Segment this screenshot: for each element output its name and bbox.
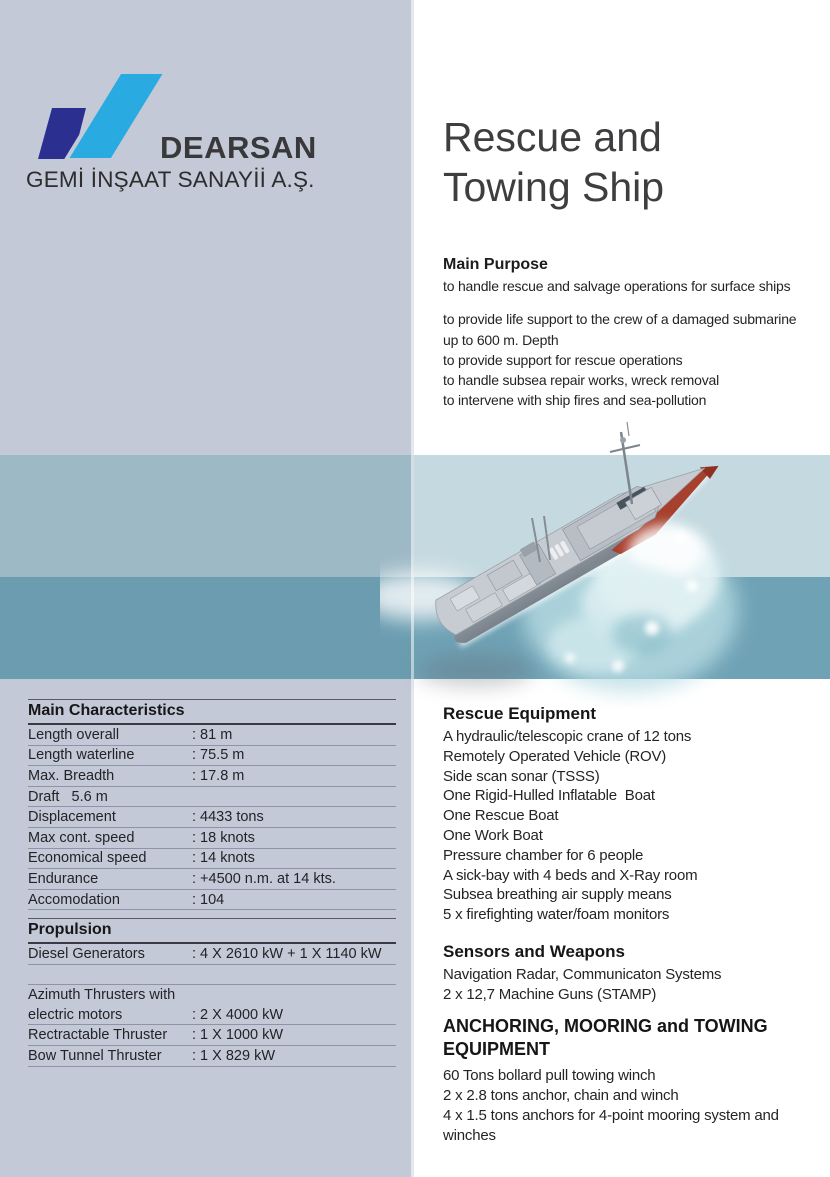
list-item: One Rigid-Hulled Inflatable Boat [443,787,655,805]
anchoring-heading: ANCHORING, MOORING and TOWING EQUIPMENT [443,1016,768,1059]
row-label: Max. Breadth [28,767,115,784]
list-item [443,296,829,309]
list-item: 4 x 1.5 tons anchors for 4-point mooring system and winches [443,1107,779,1144]
list-item: A sick-bay with 4 beds and X-Ray room [443,866,698,884]
row-value: : 75.5 m [192,747,245,764]
main-purpose-heading: Main Purpose [443,256,548,273]
anchoring-section [443,1015,829,1146]
list-item: to intervene with ship fires and sea-pollution [443,392,707,409]
list-item: Subsea breathing air supply means [443,886,672,904]
list-item: Remotely Operated Vehicle (ROV) [443,747,667,765]
row-label: Accomodation [28,891,120,908]
sea-band-dark-left [0,577,414,679]
table-row [28,746,396,767]
list-item: up to 600 m. Depth [443,331,559,348]
row-value: : 4433 tons [192,809,264,826]
table-row [28,1025,396,1046]
row-value: : 17.8 m [192,767,245,784]
row-label: Max cont. speed [28,829,135,846]
sensors-weapons-section [443,941,829,1005]
table-row [28,1005,396,1026]
table-row [28,1046,396,1067]
rescue-towing-ship-render [380,418,800,708]
row-value: : 1 X 829 kW [192,1047,276,1064]
row-value: : 4 X 2610 kW + 1 X 1140 kW [192,945,382,962]
row-value: : 18 knots [192,829,255,846]
list-item: Navigation Radar, Communicaton Systems [443,966,722,983]
table-row [28,965,396,986]
list-item: One Work Boat [443,826,543,844]
row-label: Displacement [28,809,116,826]
table-row [28,890,396,911]
table-row [28,807,396,828]
list-item: to provide life support to the crew of a damaged submarine [443,311,797,328]
row-value: : 104 [192,891,225,908]
rescue-equipment-section [443,703,829,925]
main-characteristics-heading: Main Characteristics [28,699,396,725]
page-title-line1: Rescue and [443,114,662,160]
main-characteristics-rows [28,725,396,910]
table-row [28,766,396,787]
row-value: : 1 X 1000 kW [192,1027,284,1044]
row-label: Endurance [28,870,99,887]
table-row [28,725,396,746]
list-item: 5 x firefighting water/foam monitors [443,906,670,924]
row-value: : 2 X 4000 kW [192,1006,284,1023]
table-row [28,787,396,808]
list-item: A hydraulic/telescopic crane of 12 tons [443,728,692,745]
row-label: Length overall [28,726,120,743]
list-item: 60 Tons bollard pull towing winch [443,1067,656,1084]
propulsion-table [28,918,396,1067]
sensors-weapons-list [443,965,829,1005]
sensors-weapons-heading: Sensors and Weapons [443,942,626,961]
ship-shadow [417,654,533,686]
row-value: : 81 m [192,726,233,743]
table-row [28,944,396,965]
row-label: Draft 5.6 m [28,788,108,805]
row-value: : +4500 n.m. at 14 kts. [192,870,336,887]
rescue-equipment-heading: Rescue Equipment [443,704,597,723]
list-item: to provide support for rescue operations [443,351,683,368]
main-purpose-lines [443,276,829,411]
propulsion-rows [28,944,396,1067]
brand-subtitle: GEMİ İNŞAAT SANAYİİ A.Ş. [26,167,315,192]
list-item: to handle rescue and salvage operations for surface ships [443,278,791,294]
list-item: One Rescue Boat [443,807,559,825]
main-purpose-section [443,255,829,411]
main-characteristics-table [28,699,396,910]
row-label: Rectractable Thruster [28,1027,168,1044]
page-title-line2: Towing Ship [443,164,665,210]
table-row [28,828,396,849]
row-label: Length waterline [28,747,135,764]
list-item: Pressure chamber for 6 people [443,846,644,864]
propulsion-heading: Propulsion [28,918,396,944]
anchoring-list [443,1066,829,1146]
rescue-equipment-list [443,727,829,925]
table-row [28,869,396,890]
row-value: : 14 knots [192,850,255,867]
table-row [28,985,396,1005]
page-title [443,112,664,212]
list-item: 2 x 12,7 Machine Guns (STAMP) [443,985,657,1003]
row-label: Economical speed [28,850,147,867]
row-label: Diesel Generators [28,945,145,962]
row-label: Azimuth Thrusters with [28,986,176,1003]
list-item: Side scan sonar (TSSS) [443,767,600,785]
list-item: to handle subsea repair works, wreck removal [443,372,719,389]
dearsan-logo-icon [30,64,170,166]
radar-dome [620,437,626,443]
sea-band-light-left [0,455,414,577]
brand-name: DEARSAN [160,130,317,165]
list-item: 2 x 2.8 tons anchor, chain and winch [443,1087,679,1104]
row-label: Bow Tunnel Thruster [28,1047,162,1064]
row-label: electric motors [28,1006,123,1023]
table-row [28,849,396,870]
